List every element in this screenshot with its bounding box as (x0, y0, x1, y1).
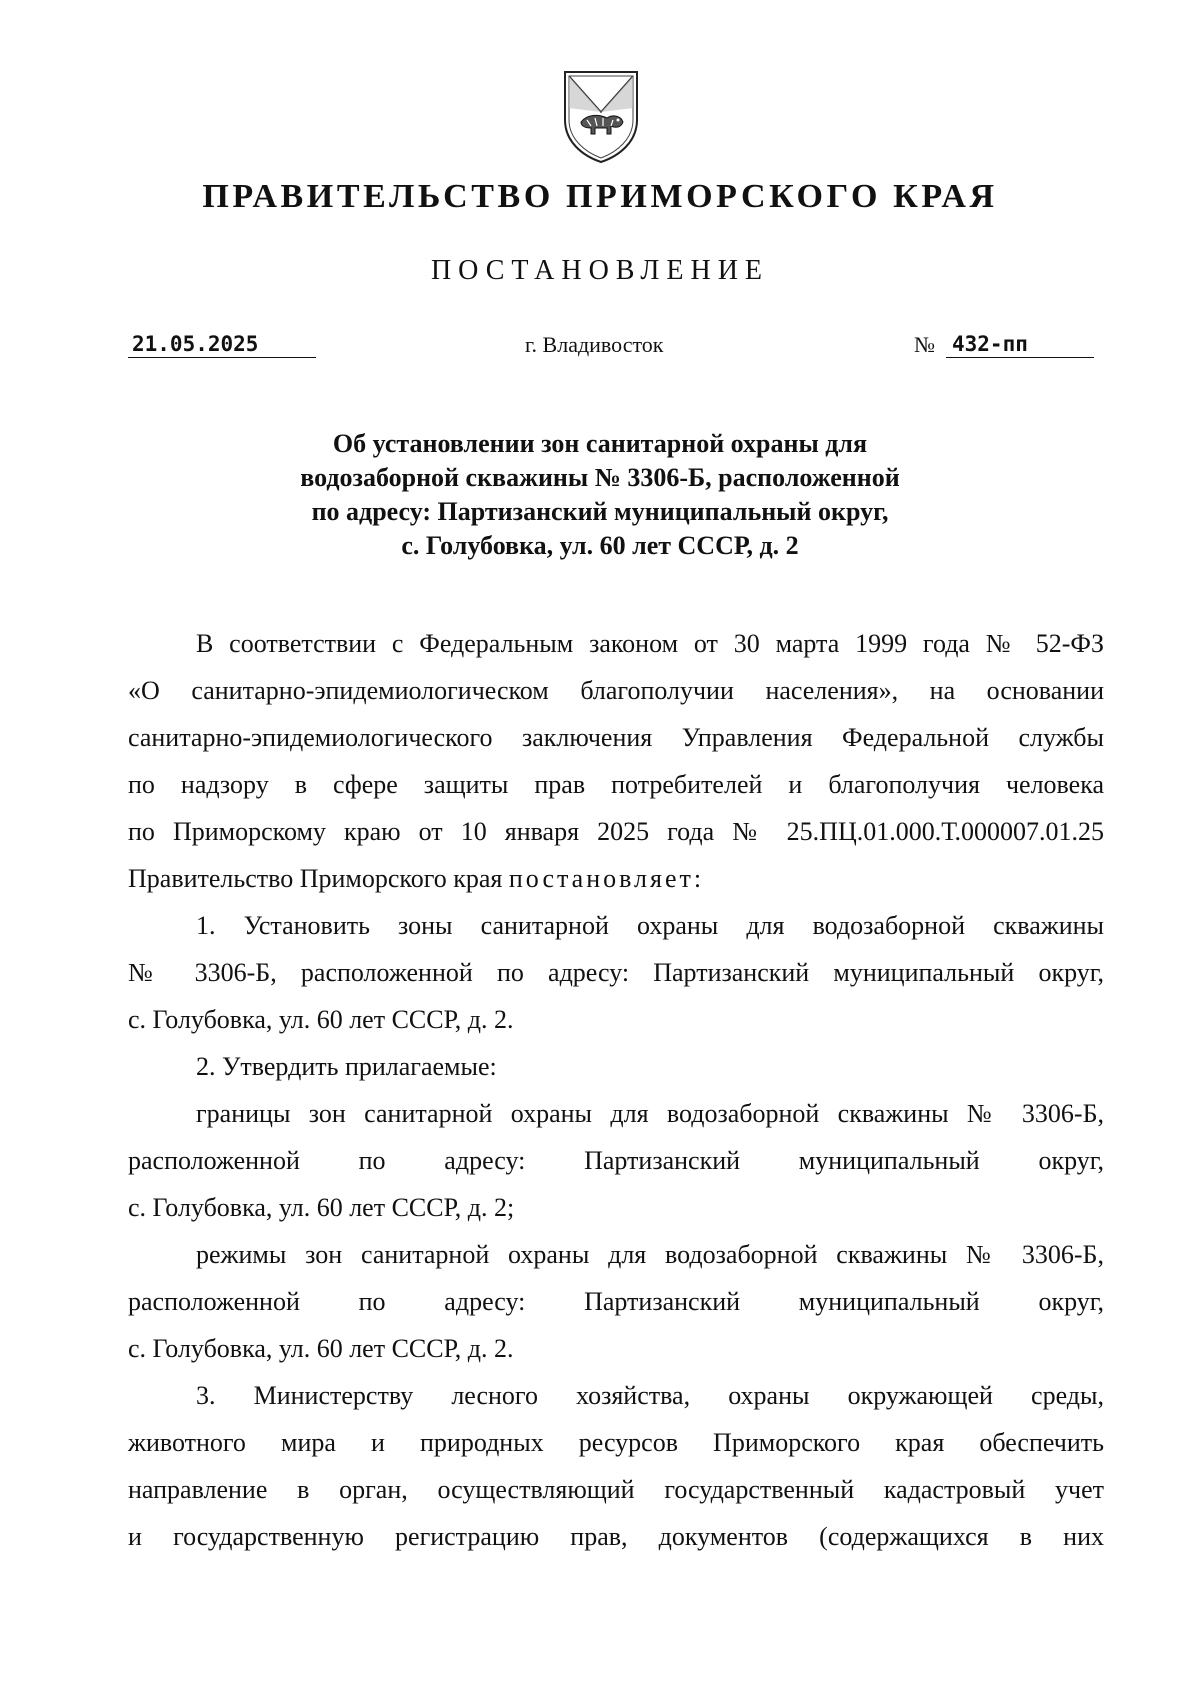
government-title: ПРАВИТЕЛЬСТВО ПРИМОРСКОГО КРАЯ (202, 178, 998, 215)
item2-borders-line: расположенной по адресу: Партизанский муниципальный округ, (128, 1146, 1104, 1175)
preamble-line: В соответствии с Федеральным законом от 30 марта 1999 года № 52-ФЗ (196, 629, 1104, 658)
item2-borders-line: границы зон санитарной охраны для водозаборной скважины № 3306-Б, (196, 1099, 1104, 1128)
document-type: ПОСТАНОВЛЕНИЕ (430, 255, 770, 286)
item2-regimes-line: с. Голубовка, ул. 60 лет СССР, д. 2. (128, 1334, 514, 1363)
preamble-line: по надзору в сфере защиты прав потребителей и благополучия человека (128, 770, 1104, 799)
item1-line: с. Голубовка, ул. 60 лет СССР, д. 2. (128, 1005, 514, 1034)
item2-regimes-line: расположенной по адресу: Партизанский муниципальный округ, (128, 1287, 1104, 1316)
preamble-end (128, 855, 1104, 902)
preamble-line: санитарно-эпидемиологического заключения Управления Федеральной службы (128, 723, 1104, 752)
preamble-line: «О санитарно-эпидемиологическом благополучии населения», на основании (128, 676, 1104, 705)
document-city: г. Владивосток (525, 332, 664, 357)
number-sign: № (914, 332, 935, 357)
item2-borders-line: с. Голубовка, ул. 60 лет СССР, д. 2; (128, 1193, 515, 1222)
item1-line: № 3306-Б, расположенной по адресу: Партизанский муниципальный округ, (128, 958, 1104, 987)
item3-line: 3. Министерству лесного хозяйства, охраны окружающей среды, (196, 1381, 1104, 1410)
item2-regimes-line: режимы зон санитарной охраны для водозаборной скважины № 3306-Б, (196, 1240, 1104, 1269)
preamble-line: по Приморскому краю от 10 января 2025 года № 25.ПЦ.01.000.Т.000007.01.25 (128, 817, 1104, 846)
coat-of-arms-icon (561, 68, 641, 164)
item3-line: и государственную регистрацию прав, документов (содержащихся в них (128, 1522, 1104, 1551)
document-body (128, 620, 1104, 1560)
subject-line: водозаборной скважины № 3306-Б, расположенной (300, 463, 900, 492)
document-number: 432-пп (946, 330, 1094, 358)
preamble-end-text: Правительство Приморского края (128, 864, 509, 893)
item1-line: 1. Установить зоны санитарной охраны для водозаборной скважины (196, 911, 1104, 940)
item2-line: 2. Утвердить прилагаемые: (196, 1052, 497, 1081)
document-subject (240, 427, 960, 563)
item3-line: направление в орган, осуществляющий государственный кадастровый учет (128, 1475, 1104, 1504)
item3-line: животного мира и природных ресурсов Приморского края обеспечить (128, 1428, 1104, 1457)
document-date: 21.05.2025 (128, 330, 316, 358)
subject-line: Об установлении зон санитарной охраны для (332, 429, 868, 458)
subject-line: по адресу: Партизанский муниципальный округ, (311, 497, 889, 526)
subject-line: с. Голубовка, ул. 60 лет СССР, д. 2 (401, 531, 799, 560)
resolves-word: постановляет: (508, 864, 705, 893)
